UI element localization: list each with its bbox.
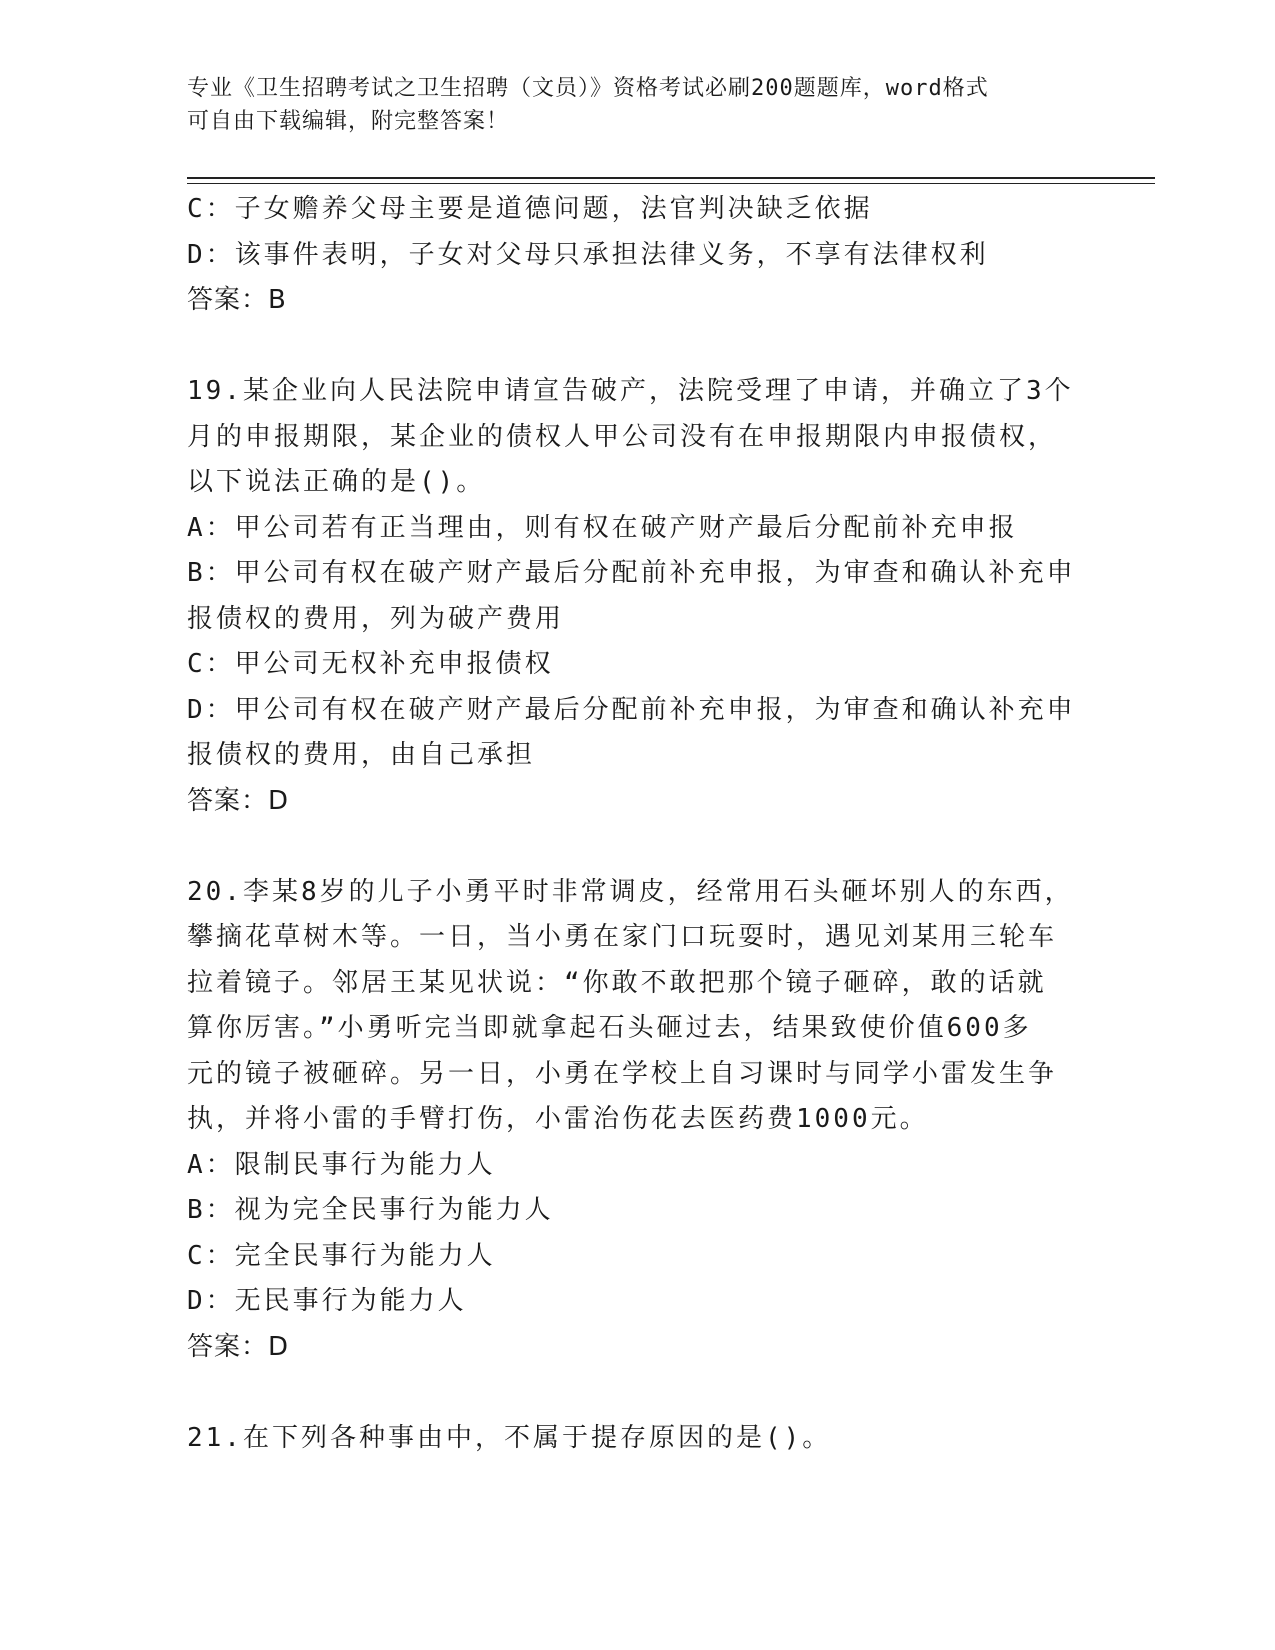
option-a: A：限制民事行为能力人 xyxy=(187,1149,496,1180)
question-20 xyxy=(187,870,1087,1371)
question-21 xyxy=(187,1416,1087,1462)
option-b: B：视为完全民事行为能力人 xyxy=(187,1195,554,1225)
option-c: C：子女赡养父母主要是道德问题，法官判决缺乏依据 xyxy=(187,194,873,224)
answer-line: 答案：D xyxy=(187,1331,290,1362)
header-divider-thin xyxy=(187,183,1155,184)
spacer xyxy=(187,1370,1087,1416)
answer-line: 答案：B xyxy=(187,285,287,315)
option-d: D：该事件表明，子女对父母只承担法律义务，不享有法律权利 xyxy=(187,239,989,270)
question-19 xyxy=(187,369,1087,824)
answer-line: 答案：D xyxy=(187,785,290,816)
option-d-continued: 报债权的费用，由自己承担 xyxy=(187,740,536,770)
spacer xyxy=(187,324,1087,370)
question-stem-line: 20.李某8岁的儿子小勇平时非常调皮，经常用石头砸坏别人的东西， xyxy=(187,876,1074,907)
header-title-line-2: 可自由下载编辑，附完整答案！ xyxy=(187,109,510,134)
option-b: B：甲公司有权在破产财产最后分配前补充申报，为审查和确认补充申 xyxy=(187,558,1076,588)
question-stem-line: 21.在下列各种事由中，不属于提存原因的是()。 xyxy=(187,1422,832,1453)
option-c: C：甲公司无权补充申报债权 xyxy=(187,649,554,679)
question-stem-line: 攀摘花草树木等。一日，当小勇在家门口玩耍时，遇见刘某用三轮车 xyxy=(187,922,1058,952)
document-header xyxy=(187,72,1067,138)
option-c: C：完全民事行为能力人 xyxy=(187,1240,496,1271)
question-stem-line: 元的镜子被砸碎。另一日，小勇在学校上自习课时与同学小雷发生争 xyxy=(187,1058,1058,1089)
question-stem-line: 以下说法正确的是()。 xyxy=(187,467,486,497)
question-stem-line: 拉着镜子。邻居王某见状说：“你敢不敢把那个镜子砸碎，敢的话就 xyxy=(187,967,1047,998)
question-stem-line: 执，并将小雷的手臂打伤，小雷治伤花去医药费1000元。 xyxy=(187,1104,929,1134)
option-d: D：无民事行为能力人 xyxy=(187,1286,467,1316)
question-18-continued xyxy=(187,187,1087,324)
question-list xyxy=(187,187,1087,1461)
question-stem-line: 月的申报期限，某企业的债权人甲公司没有在申报期限内申报债权， xyxy=(187,421,1058,452)
question-stem-line: 19.某企业向人民法院申请宣告破产，法院受理了申请，并确立了3个 xyxy=(187,376,1074,406)
option-d: D：甲公司有权在破产财产最后分配前补充申报，为审查和确认补充申 xyxy=(187,694,1076,725)
question-stem-line: 算你厉害。”小勇听完当即就拿起石头砸过去，结果致使价值600多 xyxy=(187,1013,1032,1043)
header-title-line-1: 专业《卫生招聘考试之卫生招聘（文员）》资格考试必刷200题题库，word格式 xyxy=(187,76,989,101)
option-a: A：甲公司若有正当理由，则有权在破产财产最后分配前补充申报 xyxy=(187,512,1018,543)
option-b-continued: 报债权的费用，列为破产费用 xyxy=(187,603,565,634)
header-divider-thick xyxy=(187,177,1155,179)
spacer xyxy=(187,824,1087,870)
